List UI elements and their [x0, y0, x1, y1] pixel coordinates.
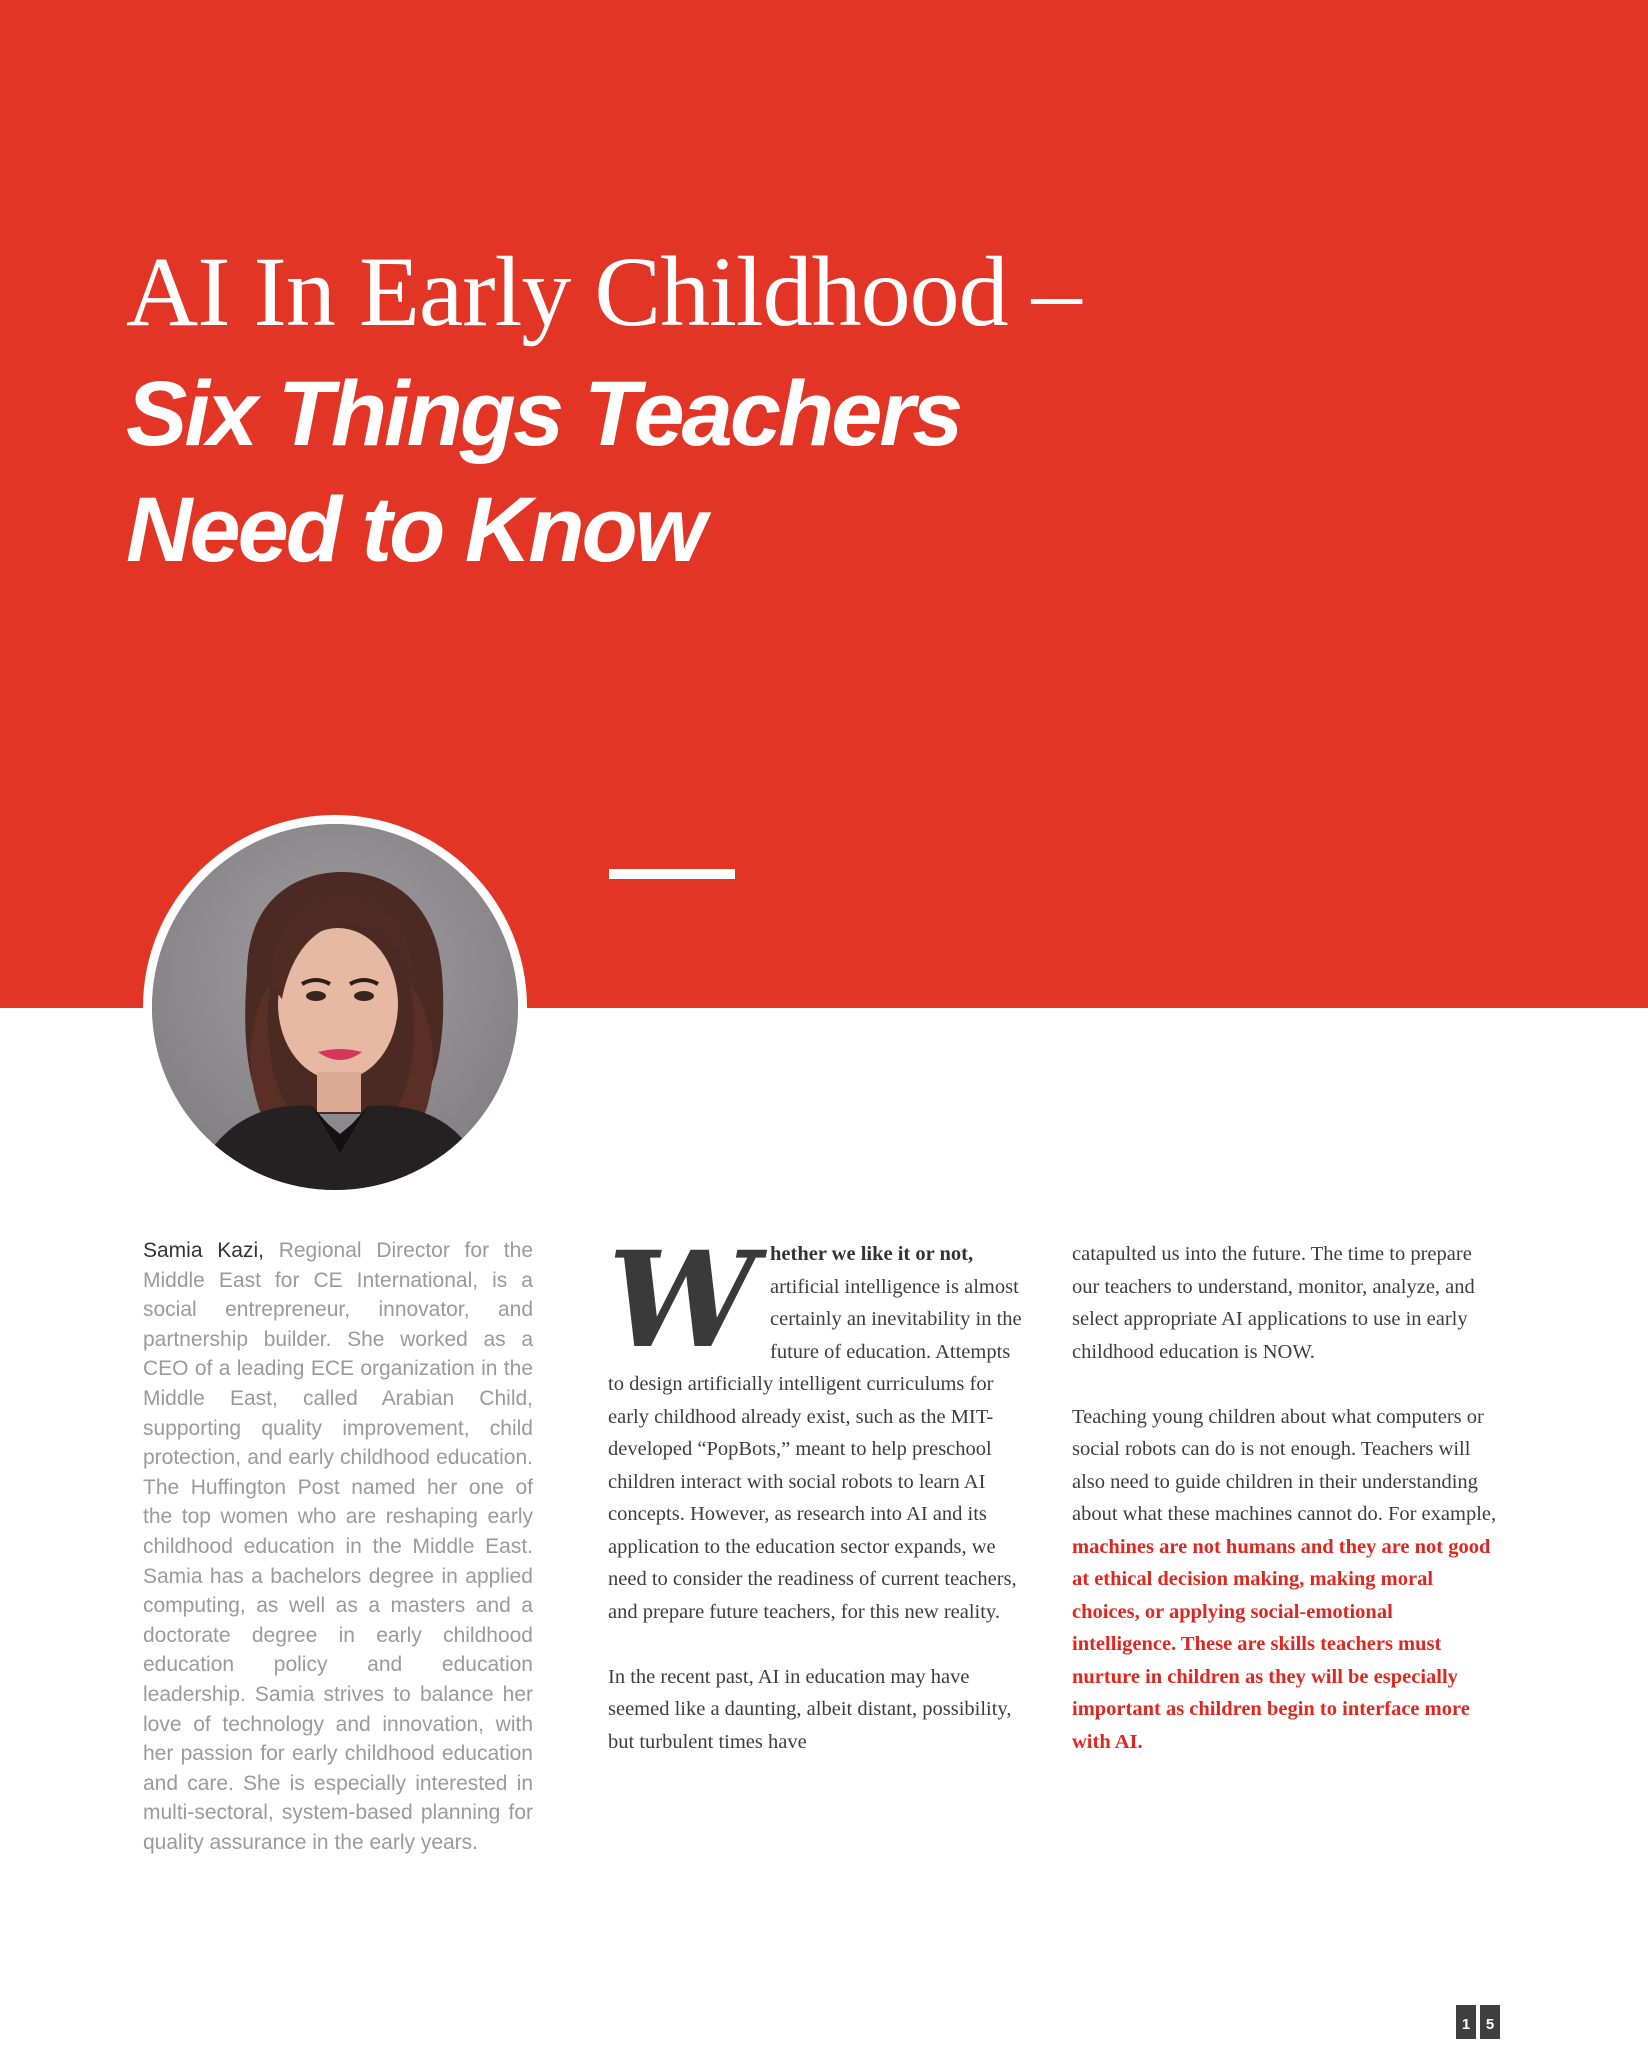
- article-title: [126, 236, 1081, 588]
- page-number-digit-1: 1: [1456, 2005, 1476, 2039]
- author-name: Samia Kazi,: [143, 1239, 264, 1262]
- page-number: [1456, 2005, 1500, 2039]
- title-line-3: Need to Know: [126, 479, 704, 581]
- paragraph-3-intro: Teaching young children about what computers or social robots can do is not enough. Teachers will also need to guide children in their understanding about what these machines cannot do. For example,: [1072, 1405, 1497, 1525]
- author-bio: [143, 1236, 533, 1857]
- paragraph-gap: [608, 1628, 1028, 1661]
- article-column-2: [1072, 1238, 1497, 1758]
- title-line-2: Six Things Teachers: [126, 363, 961, 465]
- divider-dash: [609, 869, 735, 879]
- page-number-digit-2: 5: [1480, 2005, 1500, 2039]
- paragraph-gap: [1072, 1368, 1497, 1401]
- paragraph-2-continued: catapulted us into the future. The time to prepare our teachers to understand, monitor, analyze, and select appropriate AI applications to use in early childhood education is NOW.: [1072, 1243, 1475, 1363]
- article-column-1: [608, 1223, 1028, 1758]
- paragraph-2: In the recent past, AI in education may have seemed like a daunting, albeit distant, possibility, but turbulent times have: [608, 1665, 1012, 1753]
- author-photo: [152, 824, 518, 1190]
- title-line-1: AI In Early Childhood –: [126, 236, 1081, 347]
- author-bio-text: Regional Director for the Middle East for CE International, is a social entrepreneur, innovator, and partnership builder. She worked as a CEO of a leading ECE organization in the Middle East, called Arabian Child, supporting quality improvement, child protection, and early childhood education. The Huffington Post named her one of the top women who are reshaping early childhood education in the Middle East. Samia has a bachelors degree in applied computing, as well as a masters and a doctorate degree in early childhood education policy and education leadership. Samia strives to balance her love of technology and innovation, with her passion for early childhood education and care. She is especially interested in multi-sectoral, system-based planning for quality assurance in the early years.: [143, 1239, 533, 1854]
- portrait-illustration: [152, 824, 518, 1190]
- lead-in-bold: hether we like it or not,: [770, 1243, 974, 1265]
- drop-cap: W: [608, 1223, 757, 1378]
- paragraph-1: artificial intelligence is almost certainly an inevitability in the future of education. Attempts to design artificially intelligent curriculums for early childhood already exist, such as the MIT-developed “PopBots,” meant to help preschool children interact with social robots to learn AI concepts. However, as research into AI and its application to the education sector expands, we need to consider the readiness of current teachers, and prepare future teachers, for this new reality.: [608, 1275, 1022, 1623]
- highlighted-statement: machines are not humans and they are not good at ethical decision making, making moral choices, or applying social-emotional intelligence. These are skills teachers must nurture in children as they will be especially important as children begin to interface more with AI.: [1072, 1535, 1491, 1753]
